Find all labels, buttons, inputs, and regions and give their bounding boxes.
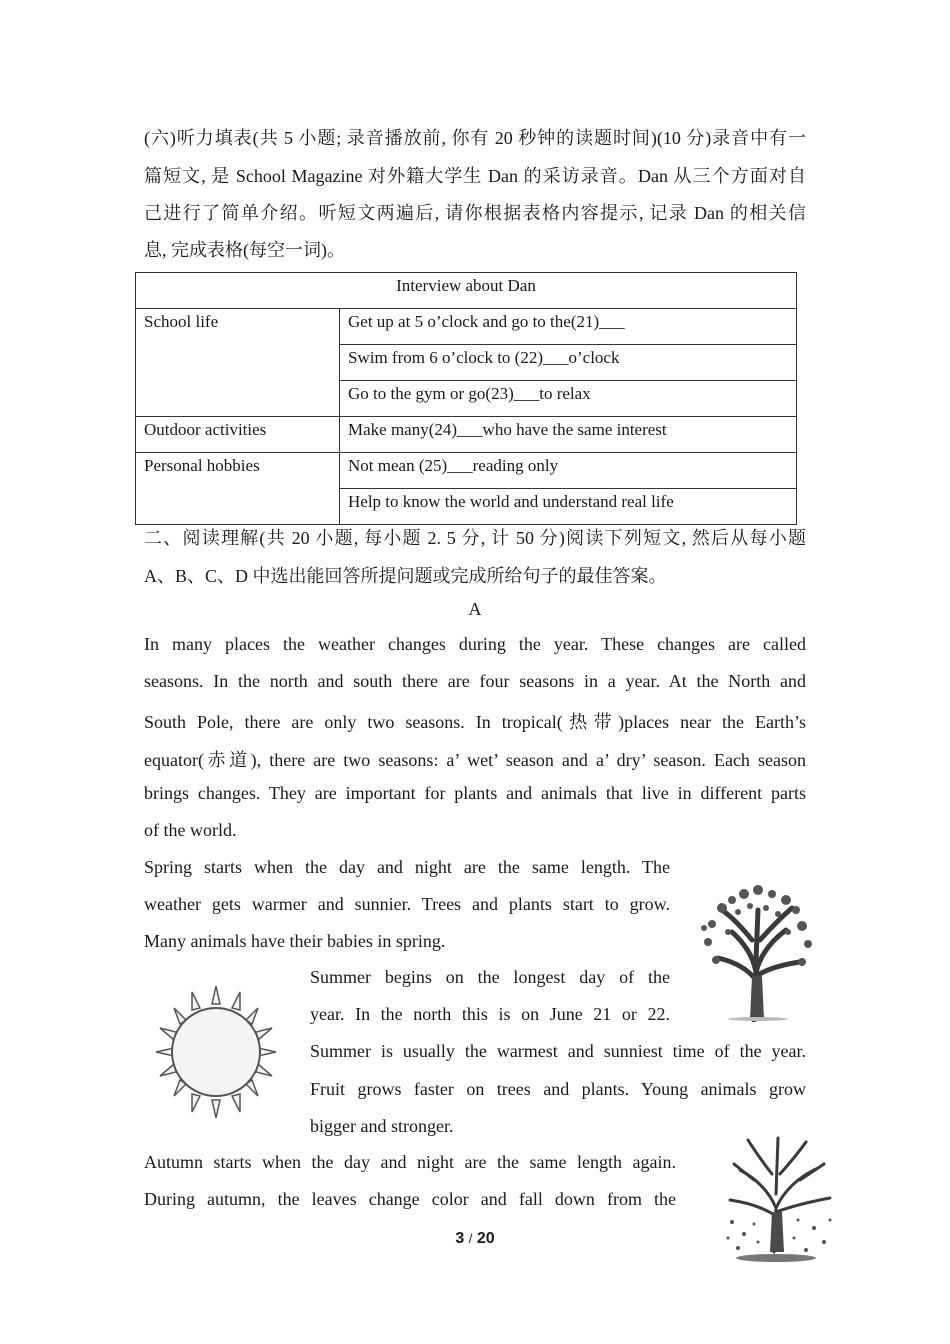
table-category: School life [136, 309, 340, 417]
intro-line: 篇短文, 是 School Magazine 对外籍大学生 Dan 的采访录音。Dan 从三个方面对自 [144, 166, 806, 186]
text-line: brings changes. They are important for plants and animals that live in different parts [144, 783, 806, 803]
text-line: bigger and stronger. [310, 1116, 454, 1136]
table-row [136, 453, 797, 489]
reading-section-header: 二、阅读理解(共 20 小题, 每小题 2. 5 分, 计 50 分)阅读下列短文, 然后从每小题 [144, 528, 806, 548]
text-line: weather gets warmer and sunnier. Trees and plants start to grow. [144, 894, 670, 914]
table-row [136, 417, 797, 453]
page-separator: / [468, 1231, 473, 1246]
page-total: 20 [476, 1230, 495, 1247]
text-line: seasons. In the north and south there are four seasons in a year. At the North and [144, 671, 806, 691]
intro-line: 己进行了简单介绍。听短文两遍后, 请你根据表格内容提示, 记录 Dan 的相关信 [144, 203, 806, 223]
text-line: Summer is usually the warmest and sunniest time of the year. [310, 1041, 806, 1061]
table-row [136, 309, 797, 345]
text-line: In many places the weather changes during the year. These changes are called [144, 634, 806, 654]
table-row [136, 273, 797, 309]
reading-section-instruction: A、B、C、D 中选出能回答所提问题或完成所给句子的最佳答案。 [144, 566, 667, 586]
sun-icon [152, 982, 280, 1122]
text-line: year. In the north this is on June 21 or 22. [310, 1004, 670, 1024]
table-cell: Go to the gym or go(23)___to relax [340, 381, 797, 417]
text-line: South Pole, there are only two seasons. In tropical(热带)places near the Earth’s [144, 712, 806, 732]
intro-line: 息, 完成表格(每空一词)。 [144, 240, 345, 260]
table-title: Interview about Dan [136, 273, 797, 309]
intro-line: (六)听力填表(共 5 小题; 录音播放前, 你有 20 秒钟的读题时间)(10 分)录音中有一 [144, 128, 806, 148]
table-cell: Get up at 5 o’clock and go to the(21)___ [340, 309, 797, 345]
table-cell: Swim from 6 o’clock to (22)___o’clock [340, 345, 797, 381]
table-category: Outdoor activities [136, 417, 340, 453]
text-line: Spring starts when the day and night are the same length. The [144, 857, 670, 877]
tree-icon [692, 880, 824, 1022]
table-cell: Make many(24)___who have the same interest [340, 417, 797, 453]
text-line: Summer begins on the longest day of the [310, 967, 670, 987]
text-line: equator(赤道), there are two seasons: a’ wet’ season and a’ dry’ season. Each season [144, 750, 806, 770]
text-line: Fruit grows faster on trees and plants. Young animals grow [310, 1079, 806, 1099]
table-cell: Help to know the world and understand real life [340, 489, 797, 525]
text-line: During autumn, the leaves change color and fall down from the [144, 1189, 676, 1209]
table-category: Personal hobbies [136, 453, 340, 525]
passage-heading: A [468, 599, 482, 619]
text-line: Autumn starts when the day and night are the same length again. [144, 1152, 676, 1172]
interview-table [135, 272, 797, 525]
page-current: 3 [455, 1230, 465, 1247]
page-number [0, 1230, 950, 1248]
text-line: of the world. [144, 820, 237, 840]
text-line: Many animals have their babies in spring. [144, 931, 446, 951]
table-cell: Not mean (25)___reading only [340, 453, 797, 489]
